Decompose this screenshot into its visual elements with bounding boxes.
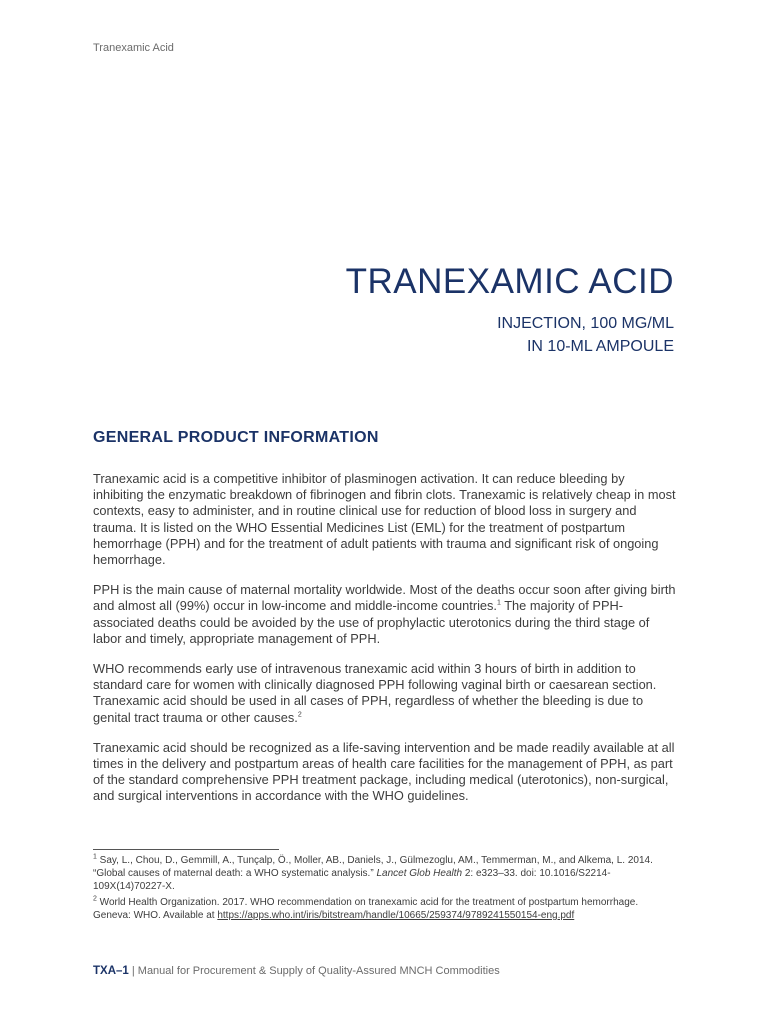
footnote-mark-1: 1	[93, 853, 97, 861]
page-footer	[93, 965, 500, 977]
footnote-2	[93, 896, 678, 922]
footnote-divider	[93, 849, 279, 850]
footnote-ref-2[interactable]: 2	[297, 711, 302, 719]
paragraph-4: Tranexamic acid should be recognized as a life-saving intervention and be made readily available at all times in the delivery and postpartum areas of health care facilities for the management of PPH, as part of the standard comprehensive PPH treatment package, including medical (uterotonics), non-surgical, and surgical interventions in accordance with the WHO guidelines.	[93, 739, 675, 804]
manual-title: Manual for Procurement & Supply of Quality-Assured MNCH Commodities	[137, 965, 500, 977]
footer-separator: |	[128, 965, 138, 977]
footnote-1-tail: 2: e323–33. doi: 10.1016/S2214-109X(14)70227-X.	[93, 868, 611, 893]
footnotes	[93, 854, 678, 924]
footnote-2-text: World Health Organization. 2017. WHO recommendation on tranexamic acid for the treatment of postpartum hemorrhage. Geneva: WHO. Available at	[93, 896, 639, 921]
footnote-mark-2: 2	[93, 895, 97, 903]
paragraph-2-text: PPH is the main cause of maternal mortality worldwide. Most of the deaths occur soon after giving birth and almost all (99%) occur in low-income and middle-income countries.	[93, 582, 676, 614]
footnote-2-link[interactable]: https://apps.who.int/iris/bitstream/handle/10665/259374/9789241550154-eng.pdf	[217, 909, 575, 921]
page-code: TXA–1	[93, 965, 129, 977]
subtitle-line-2: IN 10-ML AMPOULE	[526, 338, 674, 355]
paragraph-3-text: WHO recommends early use of intravenous tranexamic acid within 3 hours of birth in addition to standard care for women with clinically diagnosed PPH following vaginal birth or caesarean section. Tranexamic acid should be used in all cases of PPH, regardless of whether the bleeding is due to genital tract trauma or other causes.	[93, 661, 657, 725]
footnote-1	[93, 854, 678, 894]
running-header: Tranexamic Acid	[93, 42, 174, 54]
footnote-1-text: Say, L., Chou, D., Gemmill, A., Tunçalp, Ö., Moller, AB., Daniels, J., Gülmezoglu, AM., Temmerman, M., and Alkema, L. 2014. “Global causes of maternal death: a WHO systematic analysis.”	[93, 855, 653, 880]
footnote-1-journal: Lancet Glob Health	[376, 868, 463, 880]
footnote-ref-1[interactable]: 1	[497, 600, 501, 608]
body-text	[93, 471, 678, 819]
paragraph-2-text-cont: The majority of PPH-associated deaths could be avoided by the use of prophylactic uterotonics during the third stage of labor and timely, appropriate management of PPH.	[93, 598, 650, 646]
paragraph-3	[93, 661, 678, 726]
subtitle-line-1: INJECTION, 100 MG/ML	[497, 315, 674, 332]
product-title: TRANEXAMIC ACID	[345, 262, 674, 301]
product-subtitle	[497, 312, 674, 358]
paragraph-1: Tranexamic acid is a competitive inhibitor of plasminogen activation. It can reduce bleeding by inhibiting the enzymatic breakdown of fibrinogen and fibrin clots. Tranexamic is relatively cheap in most contexts, easy to administer, and in routine clinical use for reduction of blood loss in surgery and trauma. It is listed on the WHO Essential Medicines List (EML) for the treatment of postpartum hemorrhage (PPH) and for the treatment of adult patients with trauma and significant risk of ongoing hemorrhage.	[93, 471, 676, 568]
paragraph-2	[93, 582, 678, 647]
section-heading: GENERAL PRODUCT INFORMATION	[93, 429, 379, 446]
